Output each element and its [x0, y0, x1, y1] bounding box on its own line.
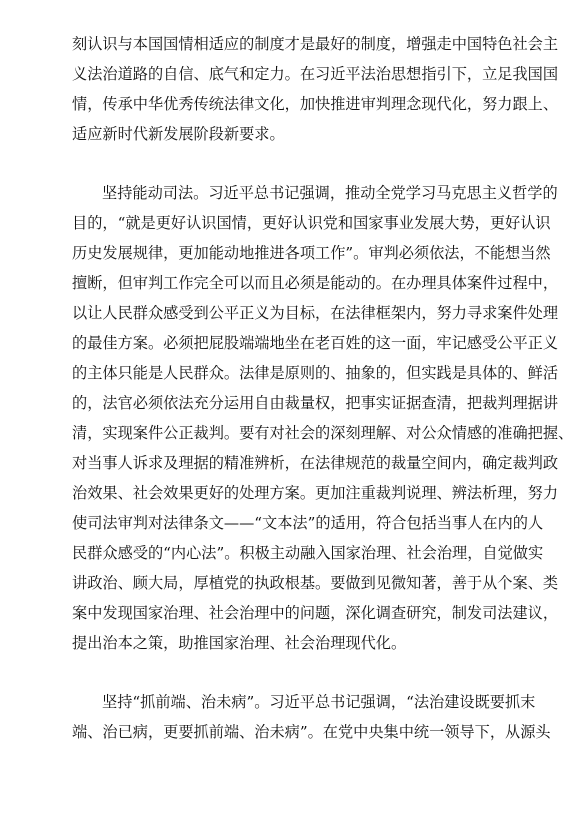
paragraph-2-line-15: 案中发现国家治理、社会治理中的问题，深化调查研究，制发司法建议， — [72, 604, 558, 622]
paragraph-1-line-2: 义法治道路的自信、底气和定力。在习近平法治思想指引下，立足我国国 — [72, 65, 558, 83]
paragraph-2-line-1: 坚持能动司法。习近平总书记强调，推动全党学习马克思主义哲学的 — [102, 184, 558, 202]
paragraph-2-line-2: 目的，“就是更好认识国情，更好认识党和国家事业发展大势，更好认识 — [72, 214, 551, 232]
paragraph-3-line-2: 端、治已病，更要抓前端、治未病”。在党中央集中统一领导下，从源头 — [72, 723, 551, 741]
paragraph-2-line-16: 提出治本之策，助推国家治理、社会治理现代化。 — [72, 634, 407, 652]
paragraph-2-line-12: 使司法审判对法律条文——“文本法”的适用，符合包括当事人在内的人 — [72, 514, 544, 532]
paragraph-2-line-3: 历史发展规律，更加能动地推进各项工作”。审判必须依法，不能想当然 — [72, 244, 551, 262]
paragraph-2-line-8: 的，法官必须依法充分运用自由裁量权，把事实证据查清，把裁判理据讲 — [72, 394, 558, 412]
paragraph-2-line-9: 清，实现案件公正裁判。要有对社会的深刻理解、对公众情感的准确把握、 — [72, 424, 574, 442]
paragraph-2-line-13: 民群众感受的“内心法”。积极主动融入国家治理、社会治理，自觉做实 — [72, 544, 544, 562]
paragraph-1-line-3: 情，传承中华优秀传统法律文化，加快推进审判理念现代化，努力跟上、 — [72, 95, 558, 113]
paragraph-2-line-14: 讲政治、顾大局，厚植党的执政根基。要做到见微知著，善于从个案、类 — [72, 574, 558, 592]
paragraph-1-line-1: 刻认识与本国国情相适应的制度才是最好的制度，增强走中国特色社会主 — [72, 35, 558, 53]
paragraph-2-line-11: 治效果、社会效果更好的处理方案。更加注重裁判说理、辨法析理，努力 — [72, 484, 558, 502]
paragraph-2-line-6: 的最佳方案。必须把屁股端端地坐在老百姓的这一面，牢记感受公平正义 — [72, 334, 558, 352]
paragraph-3-line-1: 坚持“抓前端、治未病”。习近平总书记强调，“法治建设既要抓末 — [102, 693, 536, 711]
paragraph-2-line-7: 的主体只能是人民群众。法律是原则的、抽象的，但实践是具体的、鲜活 — [72, 364, 558, 382]
paragraph-1-line-4: 适应新时代新发展阶段新要求。 — [72, 125, 285, 143]
paragraph-2-line-4: 擅断，但审判工作完全可以而且必须是能动的。在办理具体案件过程中， — [72, 274, 558, 292]
paragraph-2-line-5: 以让人民群众感受到公平正义为目标，在法律框架内，努力寻求案件处理 — [72, 304, 558, 322]
paragraph-2-line-10: 对当事人诉求及理据的精准辨析，在法律规范的裁量空间内，确定裁判政 — [72, 454, 558, 472]
